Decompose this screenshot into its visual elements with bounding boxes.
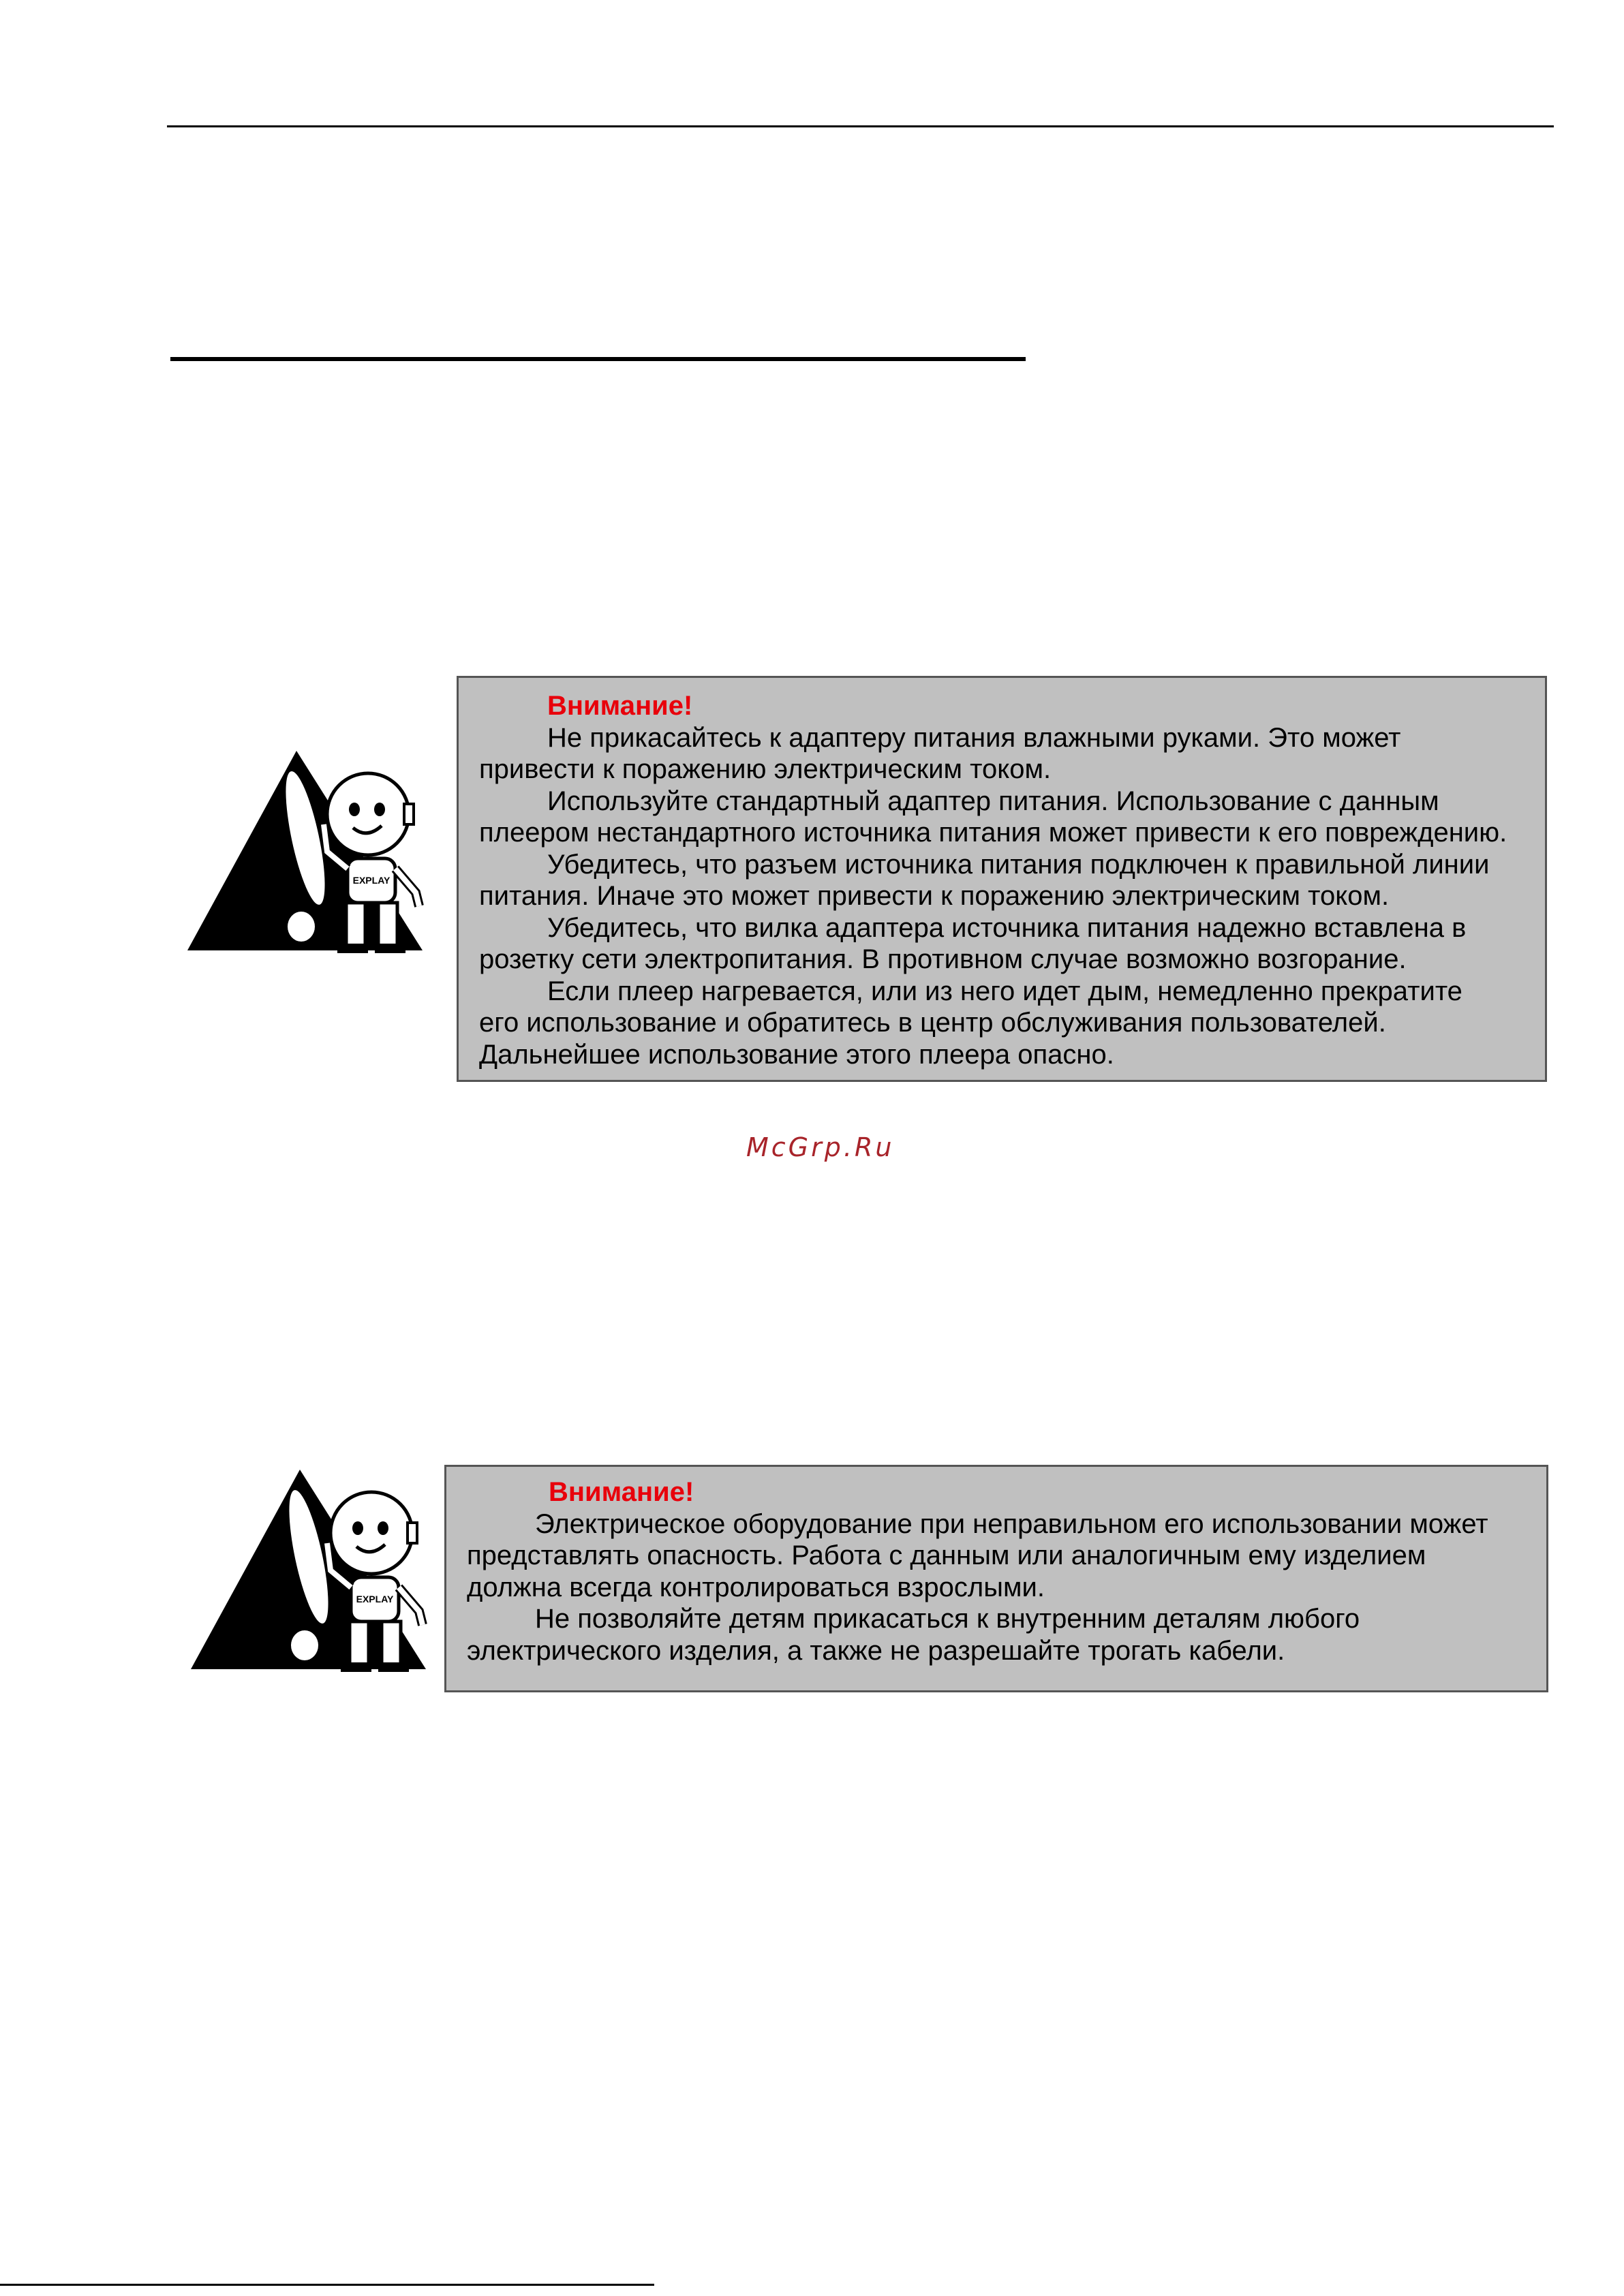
- warning-box-children-safety: [444, 1465, 1548, 1692]
- warning-line: Используйте стандартный адаптер питания. Использование с данным: [547, 786, 1439, 816]
- warning-line: электрического изделия, а также не разрешайте трогать кабели.: [467, 1635, 1285, 1666]
- warning-line: представлять опасность. Работа с данным или аналогичным ему изделием: [467, 1540, 1426, 1570]
- header-rule: [167, 125, 1554, 127]
- warning-text: [467, 1508, 1527, 1667]
- warning-line: плеером нестандартного источника питания может привести к его повреждению.: [479, 818, 1507, 848]
- warning-line: его использование и обратитесь в центр обслуживания пользователей.: [479, 1008, 1386, 1038]
- warning-line: привести к поражению электрическим током.: [479, 754, 1052, 784]
- footer-rule: [0, 2284, 654, 2286]
- warning-line: должна всегда контролироваться взрослыми.: [467, 1572, 1045, 1602]
- warning-title: Внимание!: [547, 691, 693, 721]
- warning-line: Электрическое оборудование при неправильном его использовании может: [535, 1508, 1488, 1539]
- warning-text: [479, 722, 1526, 1071]
- section-heading-rule: [170, 357, 1026, 361]
- warning-line: питания. Иначе это может привести к поражению электрическим током.: [479, 881, 1390, 911]
- warning-line: Дальнейшее использование этого плеера опасно.: [479, 1039, 1114, 1070]
- warning-triangle-icon: [187, 1468, 440, 1679]
- warning-line: Не позволяйте детям прикасаться к внутренним деталям любого: [535, 1604, 1360, 1634]
- mascot-badge-text: EXPLAY: [356, 1594, 394, 1604]
- warning-triangle-icon: [184, 749, 436, 961]
- warning-line: Не прикасайтесь к адаптеру питания влажными руками. Это может: [547, 722, 1401, 753]
- warning-line: Убедитесь, что разъем источника питания подключен к правильной линии: [547, 849, 1490, 880]
- watermark: McGrp.Ru: [746, 1132, 895, 1162]
- warning-box-power-adapter: [457, 676, 1547, 1082]
- warning-title: Внимание!: [549, 1477, 694, 1507]
- warning-line: розетку сети электропитания. В противном случае возможно возгорание.: [479, 944, 1407, 974]
- mascot-badge-text: EXPLAY: [352, 875, 390, 886]
- warning-line: Если плеер нагревается, или из него идет дым, немедленно прекратите: [547, 976, 1462, 1006]
- warning-line: Убедитесь, что вилка адаптера источника питания надежно вставлена в: [547, 912, 1467, 943]
